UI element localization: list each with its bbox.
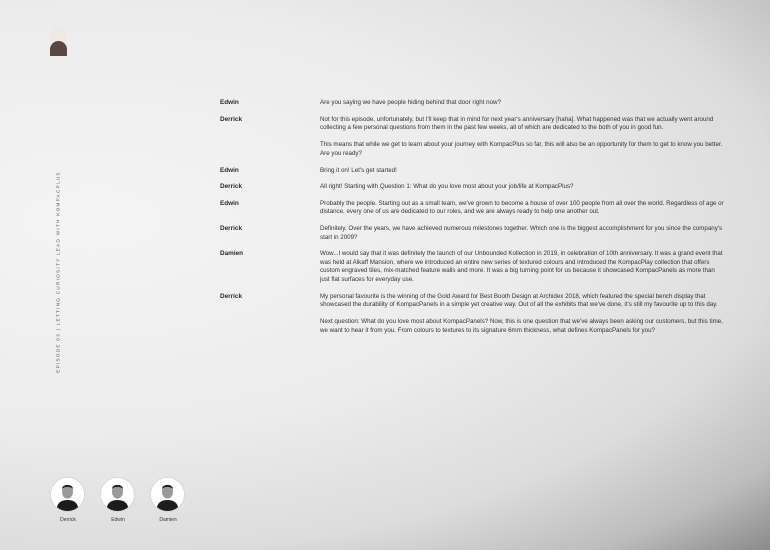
episode-side-label: EPISODE 03 | LETTING CURIOSITY LEAD WITH KOMPACPLUS [55,171,61,373]
speaker-name: Edwin [220,99,239,106]
participant [50,477,86,523]
transcript-entry [220,167,725,176]
transcript-paragraph: Are you saying we have people hiding behind that door right now? [320,99,501,106]
transcript-paragraph: Bring it on! Let's get started! [320,166,397,174]
speaker-lines [320,116,725,159]
transcript-paragraph: Definitely. Over the years, we have achieved numerous milestones together. Which one is the biggest accomplishment for you since the company's start in 2009? [320,224,723,241]
speaker-name: Damien [220,250,244,258]
speaker-lines [320,225,725,242]
participants-row [50,477,200,523]
speaker-lines [320,250,725,284]
speaker-name: Derrick [220,183,243,191]
portrait-derrick-icon [50,477,85,512]
transcript-entry [220,116,725,159]
logo-top-arch [50,26,67,41]
transcript-entry [220,225,725,242]
transcript-paragraph: Probably the people. Starting out as a small team, we've grown to become a house of over 100 people from all over the world. Regardless of age or distance, every one of us are dedicated to our roles, and we are always ready to help one another out. [320,199,724,216]
participant-name: Derrick [60,517,76,523]
speaker-lines [320,293,725,336]
participant-name: Edwin [111,517,125,523]
speaker-lines [320,200,725,217]
participant [100,477,136,523]
brand-logo [50,26,67,56]
speaker-name: Edwin [220,166,239,174]
participant [150,477,186,523]
speaker-name: Derrick [220,115,243,123]
interview-transcript [220,99,725,343]
transcript-paragraph: This means that while we get to learn about your journey with KompacPlus so far, this will also be an opportunity for them to get to know you better. Are you ready? [320,141,723,157]
speaker-lines [320,99,725,108]
logo-bottom-arch [50,41,67,56]
transcript-paragraph: All right! Starting with Question 1: What do you love most about your job/life at KompacPlus? [320,183,574,191]
speaker-lines [320,167,725,176]
portrait-edwin-icon [100,477,135,512]
transcript-paragraph: My personal favourite is the winning of the Gold Award for Best Booth Design at Archidex 2018, which featured the special bench display that showcased the durability of KompacPanels in a simple yet creative way. Out of all the exhibits that we've done, it's still my favourite up to this day. [320,292,718,309]
transcript-paragraph: Wow...I would say that it was definitely the launch of our Unbounded Kollection in 2019, in celebration of 10th anniversary. It was a grand event that was held at Alkaff Mansion, where we introduced an entire new series of textured colours and introduced the KompacPlay collection that offers custom engraved tiles, mix-matched feature walls and more. It was a big turning point for us because it showcased KompacPanels as more than just flat surfaces for everyday use. [320,250,723,283]
speaker-name: Edwin [220,199,239,207]
transcript-paragraph: Next question: What do you love most about KompacPanels? Now, this is one question that we've always been asking our customers, but this time, we want to hear it from you. From colours to textures to its signature 6mm thickness, what defines KompacPanels for you? [320,318,723,334]
transcript-entry [220,250,725,284]
participant-name: Damien [159,517,177,523]
speaker-lines [320,183,725,192]
transcript-entry [220,200,725,217]
portrait-damien-icon [150,477,185,512]
transcript-entry [220,99,725,108]
speaker-name: Derrick [220,224,243,232]
speaker-name: Derrick [220,292,243,300]
transcript-paragraph: Not for this episode, unfortunately, but I'll keep that in mind for next year's anniversary [haha]. What happened was that we actually went around collecting a few personal questions from them in the past few weeks, all of which are dedicated to the both of you in good fun. [320,115,714,132]
transcript-entry [220,183,725,192]
transcript-entry [220,293,725,336]
